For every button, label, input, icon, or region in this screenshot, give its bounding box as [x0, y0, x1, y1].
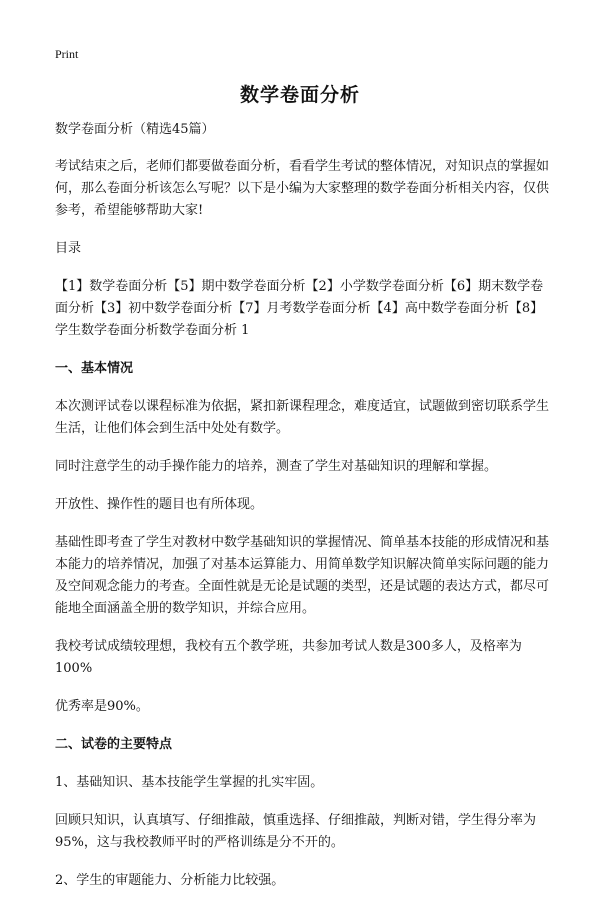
paragraph: 优秀率是90%。: [55, 699, 149, 714]
section-heading-basic-situation: 一、基本情况: [55, 361, 134, 376]
toc-list: 【1】数学卷面分析【5】期中数学卷面分析【2】小学数学卷面分析【6】期末数学卷面分析【3】初中数学卷面分析【7】月考数学卷面分析【4】高中数学卷面分析【8】学生数学卷面分析数学卷面分析 1: [55, 279, 544, 338]
paragraph: 2、学生的审题能力、分析能力比较强。: [55, 873, 285, 888]
print-label: Print: [55, 47, 79, 61]
paragraph: 我校考试成绩较理想，我校有五个教学班，共参加考试人数是300多人，及格率为100%: [55, 639, 522, 676]
paragraph: 开放性、操作性的题目也有所体现。: [55, 497, 264, 512]
document-title: 数学卷面分析: [239, 84, 360, 106]
document-subtitle: 数学卷面分析（精选45篇）: [55, 122, 215, 137]
section-heading-main-features: 二、试卷的主要特点: [55, 737, 173, 752]
paragraph: 基础性即考查了学生对教材中数学基础知识的掌握情况、简单基本技能的形成情况和基本能力的培养情况，加强了对基本运算能力、用简单数学知识解决简单实际问题的能力及空间观念能力的考查。全面性就是无论是试题的类型，还是试题的表达方式，都尽可能地全面涵盖全册的数学知识，并综合应用。: [55, 535, 550, 616]
paragraph: 1、基础知识、基本技能学生掌握的扎实牢固。: [55, 775, 324, 790]
paragraph: 本次测评试卷以课程标准为依据，紧扣新课程理念，难度适宜，试题做到密切联系学生生活，让他们体会到生活中处处有数学。: [55, 399, 550, 436]
paragraph: 回顾只知识，认真填写、仔细推敲，慎重选择、仔细推敲，判断对错，学生得分率为95%，这与我校教师平时的严格训练是分不开的。: [55, 813, 537, 850]
toc-label: 目录: [55, 241, 82, 256]
intro-paragraph: 考试结束之后，老师们都要做卷面分析，看看学生考试的整体情况，对知识点的掌握如何，那么卷面分析该怎么写呢？以下是小编为大家整理的数学卷面分析相关内容，仅供参考，希望能够帮助大家!: [55, 159, 550, 218]
document-body: [55, 119, 550, 908]
paragraph: 同时注意学生的动手操作能力的培养，测查了学生对基础知识的理解和掌握。: [55, 459, 498, 474]
